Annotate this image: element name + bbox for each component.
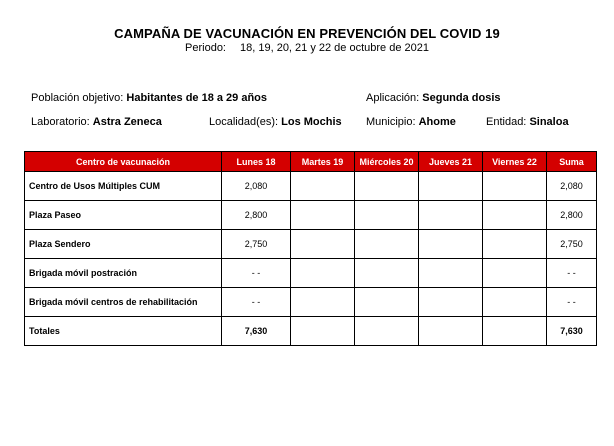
period-label: Periodo: bbox=[185, 42, 226, 54]
entidad-field bbox=[486, 116, 569, 128]
column-header-jueves: Jueves 21 bbox=[419, 152, 483, 172]
row-name: Centro de Usos Múltiples CUM bbox=[25, 172, 222, 201]
column-header-martes: Martes 19 bbox=[291, 152, 355, 172]
cell-lunes: - - bbox=[222, 288, 291, 317]
cell-suma: 2,080 bbox=[547, 172, 597, 201]
cell-miercoles bbox=[355, 201, 419, 230]
poblacion-value: Habitantes de 18 a 29 años bbox=[126, 92, 268, 104]
row-name: Plaza Paseo bbox=[25, 201, 222, 230]
municipio-field bbox=[366, 116, 456, 128]
column-header-lunes: Lunes 18 bbox=[222, 152, 291, 172]
cell-jueves bbox=[419, 230, 483, 259]
cell-martes bbox=[291, 201, 355, 230]
localidad-label: Localidad(es): bbox=[209, 116, 279, 128]
entidad-value: Sinaloa bbox=[529, 116, 569, 128]
cell-jueves bbox=[419, 172, 483, 201]
cell-lunes: 2,080 bbox=[222, 172, 291, 201]
cell-jueves bbox=[419, 259, 483, 288]
laboratorio-label: Laboratorio: bbox=[31, 116, 90, 128]
cell-viernes bbox=[483, 230, 547, 259]
total-lunes: 7,630 bbox=[222, 317, 291, 346]
cell-viernes bbox=[483, 201, 547, 230]
table-row bbox=[25, 201, 597, 230]
cell-miercoles bbox=[355, 230, 419, 259]
totals-row bbox=[25, 317, 597, 346]
table-row bbox=[25, 259, 597, 288]
vaccination-table bbox=[24, 151, 597, 346]
poblacion-field bbox=[31, 92, 267, 104]
cell-miercoles bbox=[355, 288, 419, 317]
total-viernes bbox=[483, 317, 547, 346]
total-martes bbox=[291, 317, 355, 346]
cell-viernes bbox=[483, 172, 547, 201]
row-name: Brigada móvil postración bbox=[25, 259, 222, 288]
table-row bbox=[25, 172, 597, 201]
cell-lunes: - - bbox=[222, 259, 291, 288]
total-miercoles bbox=[355, 317, 419, 346]
row-name: Brigada móvil centros de rehabilitación bbox=[25, 288, 222, 317]
municipio-label: Municipio: bbox=[366, 116, 416, 128]
cell-martes bbox=[291, 230, 355, 259]
cell-martes bbox=[291, 259, 355, 288]
column-header-viernes: Viernes 22 bbox=[483, 152, 547, 172]
localidad-field bbox=[209, 116, 342, 128]
table-header-row bbox=[25, 152, 597, 172]
localidad-value: Los Mochis bbox=[281, 116, 342, 128]
cell-jueves bbox=[419, 288, 483, 317]
table-row bbox=[25, 288, 597, 317]
totals-label: Totales bbox=[25, 317, 222, 346]
cell-suma: - - bbox=[547, 288, 597, 317]
row-name: Plaza Sendero bbox=[25, 230, 222, 259]
laboratorio-value: Astra Zeneca bbox=[92, 116, 162, 128]
cell-miercoles bbox=[355, 259, 419, 288]
cell-viernes bbox=[483, 288, 547, 317]
aplicacion-label: Aplicación: bbox=[366, 92, 420, 104]
cell-viernes bbox=[483, 259, 547, 288]
cell-lunes: 2,800 bbox=[222, 201, 291, 230]
poblacion-label: Población objetivo: bbox=[31, 92, 124, 104]
period-value: 18, 19, 20, 21 y 22 de octubre de 2021 bbox=[240, 42, 429, 54]
aplicacion-field bbox=[366, 92, 501, 104]
aplicacion-value: Segunda dosis bbox=[422, 92, 501, 104]
cell-miercoles bbox=[355, 172, 419, 201]
period-line bbox=[0, 42, 614, 54]
cell-suma: 2,750 bbox=[547, 230, 597, 259]
cell-jueves bbox=[419, 201, 483, 230]
laboratorio-field bbox=[31, 116, 162, 128]
total-suma: 7,630 bbox=[547, 317, 597, 346]
column-header-centro: Centro de vacunación bbox=[25, 152, 222, 172]
document-title: CAMPAÑA DE VACUNACIÓN EN PREVENCIÓN DEL COVID 19 bbox=[114, 26, 500, 41]
cell-lunes: 2,750 bbox=[222, 230, 291, 259]
entidad-label: Entidad: bbox=[486, 116, 527, 128]
cell-martes bbox=[291, 172, 355, 201]
cell-martes bbox=[291, 288, 355, 317]
cell-suma: 2,800 bbox=[547, 201, 597, 230]
table-row bbox=[25, 230, 597, 259]
column-header-miercoles: Miércoles 20 bbox=[355, 152, 419, 172]
municipio-value: Ahome bbox=[418, 116, 456, 128]
cell-suma: - - bbox=[547, 259, 597, 288]
total-jueves bbox=[419, 317, 483, 346]
column-header-suma: Suma bbox=[547, 152, 597, 172]
